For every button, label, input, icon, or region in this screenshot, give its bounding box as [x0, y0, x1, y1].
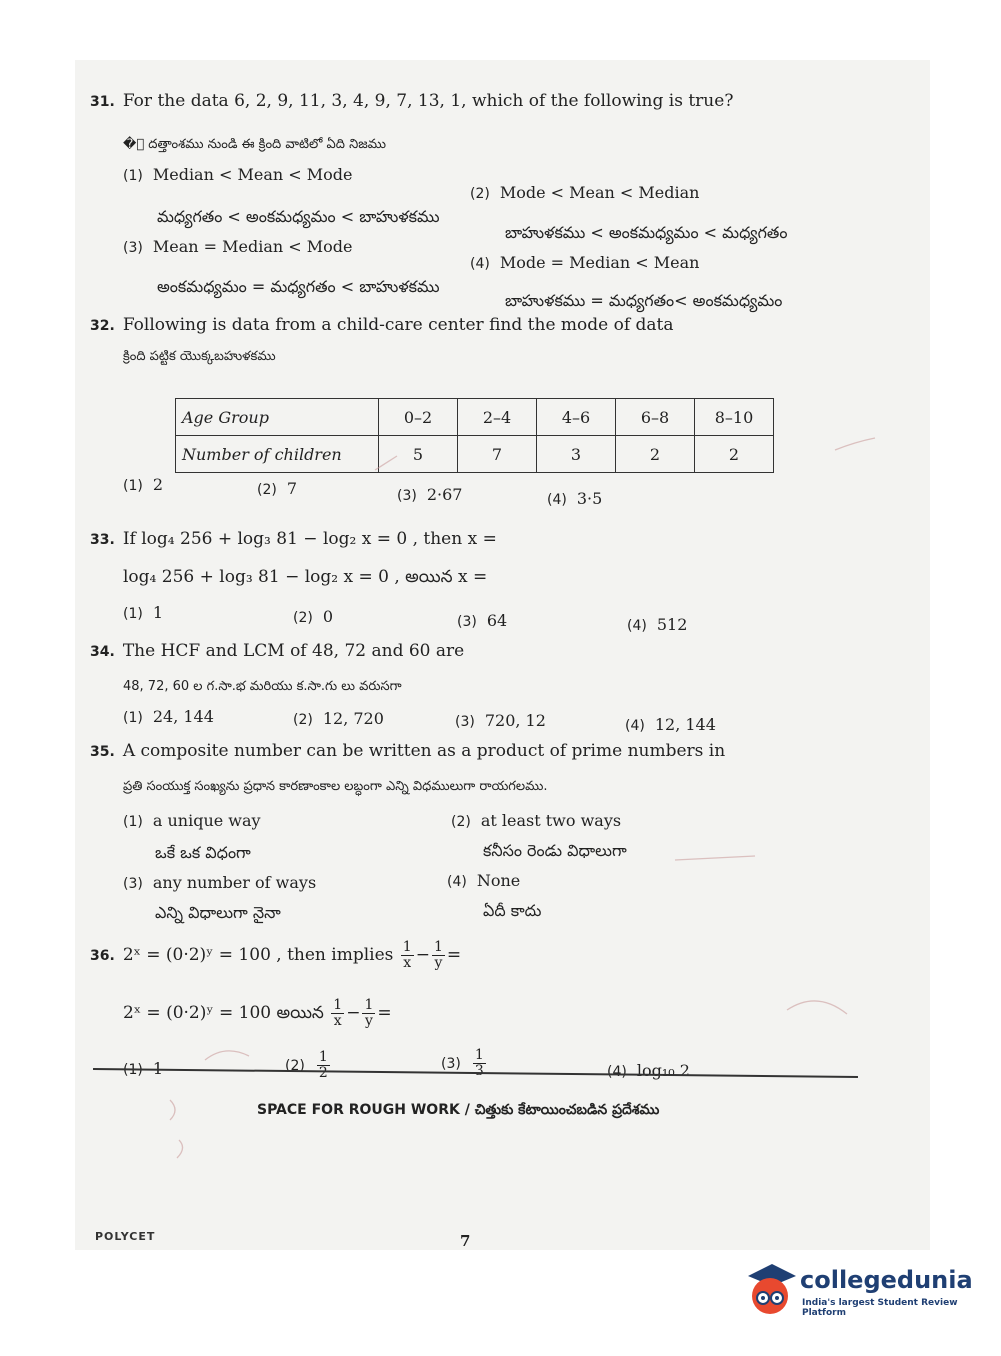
table-header-age-group: Age Group	[176, 399, 379, 436]
handwriting-marks	[75, 60, 930, 1250]
question-text: The HCF and LCM of 48, 72 and 60 are	[122, 641, 465, 661]
q31-option-3-telugu: అంకమధ్యమం = మధ్యగతం < బాహుళకము	[157, 277, 440, 296]
question-31-telugu: �ై దత్తాంశము నుండి ఈ క్రింది వాటిలో ఏది నిజము	[123, 137, 386, 152]
question-35-telugu: ప్రతి సంయుక్త సంఖ్యను ప్రధాన కారణాంకాల లబ్ధంగా ఎన్ని విధములుగా రాయగలము.	[123, 779, 548, 794]
table-cell: 2	[695, 436, 774, 473]
question-text: Following is data from a child-care center find the mode of data	[122, 315, 674, 335]
table-cell: 4–6	[537, 399, 616, 436]
question-number: 32.	[90, 318, 115, 334]
fraction-one-over-x: $\frac{1}{x}$	[402, 939, 412, 971]
q32-option-1: (1) 2	[123, 475, 164, 494]
q35-option-2: (2) at least two ways	[451, 811, 622, 830]
q31-option-4-telugu: బాహుళకము = మధ్యగతం< అంకమధ్యమం	[505, 291, 783, 310]
q32-option-2: (2) 7	[257, 479, 298, 498]
question-number: 34.	[90, 644, 115, 660]
q36-option-2: (2) $\frac{1}{2}$	[285, 1049, 328, 1081]
q36-option-1: (1) 1	[123, 1059, 164, 1078]
q35-option-3-telugu: ఎన్ని విధాలుగా నైనా	[155, 903, 281, 922]
question-34-telugu: 48, 72, 60 ల గ.సా.భ మరియు క.సా.గు లు వరుసగా	[123, 679, 402, 694]
q31-option-2-telugu: బాహుళకము < అంకమధ్యమం < మధ్యగతం	[505, 223, 788, 242]
table-cell: 5	[379, 436, 458, 473]
q32-option-4: (4) 3·5	[547, 489, 603, 508]
question-36: 36. 2ˣ = (0·2)ʸ = 100 , then implies $\frac{1}{x}$ − $\frac{1}{y}$ =	[90, 939, 462, 971]
q33-option-1: (1) 1	[123, 603, 164, 622]
page-number: 7	[460, 1232, 471, 1250]
question-number: 35.	[90, 744, 115, 760]
question-text: A composite number can be written as a product of prime numbers in	[122, 741, 726, 761]
question-32-telugu: క్రింది పట్టిక యొక్కబహుళకము	[123, 349, 276, 364]
q33-option-2: (2) 0	[293, 607, 334, 626]
footer-code: POLYCET	[95, 1230, 156, 1243]
fraction-one-over-y: $\frac{1}{y}$	[433, 939, 443, 971]
q34-option-2: (2) 12, 720	[293, 709, 384, 728]
table-cell: 0–2	[379, 399, 458, 436]
question-text: If log₄ 256 + log₃ 81 − log₂ x = 0 , then x =	[122, 529, 497, 549]
q33-option-4: (4) 512	[627, 615, 688, 634]
table-cell: 3	[537, 436, 616, 473]
table-header-children: Number of children	[176, 436, 379, 473]
question-text: For the data 6, 2, 9, 11, 3, 4, 9, 7, 13, 1, which of the following is true?	[122, 91, 734, 111]
q32-option-3: (3) 2·67	[397, 485, 463, 504]
fraction-one-over-x: $\frac{1}{x}$	[333, 997, 343, 1029]
question-number: 31.	[90, 94, 115, 110]
collegedunia-logo	[742, 1258, 972, 1324]
q34-option-4: (4) 12, 144	[625, 715, 716, 734]
q31-option-1: (1) Median < Mean < Mode	[123, 165, 353, 184]
q31-option-3: (3) Mean = Median < Mode	[123, 237, 353, 256]
q36-option-3: (3) $\frac{1}{3}$	[441, 1047, 484, 1079]
q35-option-4-telugu: ఏదీ కాదు	[483, 901, 542, 920]
q35-option-4: (4) None	[447, 871, 521, 890]
q31-option-4: (4) Mode = Median < Mean	[470, 253, 700, 272]
q35-option-3: (3) any number of ways	[123, 873, 317, 892]
q33-option-3: (3) 64	[457, 611, 508, 630]
table-cell: 2–4	[458, 399, 537, 436]
q36-option-4: (4) log₁₀ 2	[607, 1061, 690, 1080]
brand-tagline: India's largest Student Review Platform	[802, 1298, 958, 1318]
mascot-icon	[742, 1260, 798, 1320]
table-cell: 6–8	[616, 399, 695, 436]
table-cell: 2	[616, 436, 695, 473]
question-36-telugu: 2ˣ = (0·2)ʸ = 100 అయిన $\frac{1}{x}$ − $\frac{1}{y}$ =	[123, 997, 392, 1029]
q34-option-3: (3) 720, 12	[455, 711, 546, 730]
rough-work-caption: SPACE FOR ROUGH WORK / చిత్తుకు కేటాయించబడిన ప్రదేశము	[257, 1102, 660, 1118]
table-cell: 7	[458, 436, 537, 473]
q31-option-1-telugu: మధ్యగతం < అంకమధ్యమం < బాహుళకము	[157, 207, 440, 226]
brand-name: collegedunia	[800, 1266, 973, 1294]
q35-option-1: (1) a unique way	[123, 811, 261, 830]
question-number: 33.	[90, 532, 115, 548]
question-33-telugu: log₄ 256 + log₃ 81 − log₂ x = 0 , అయిన x =	[123, 567, 488, 587]
exam-page	[75, 60, 930, 1250]
question-text: 2ˣ = (0·2)ʸ = 100 , then implies	[122, 945, 394, 965]
q31-option-2: (2) Mode < Mean < Median	[470, 183, 700, 202]
q35-option-1-telugu: ఒకే ఒక విధంగా	[155, 843, 251, 862]
q35-option-2-telugu: కనీసం రెండు విధాలుగా	[483, 841, 627, 860]
table-cell: 8–10	[695, 399, 774, 436]
q34-option-1: (1) 24, 144	[123, 707, 214, 726]
fraction-one-over-y: $\frac{1}{y}$	[364, 997, 374, 1029]
question-number: 36.	[90, 948, 115, 964]
